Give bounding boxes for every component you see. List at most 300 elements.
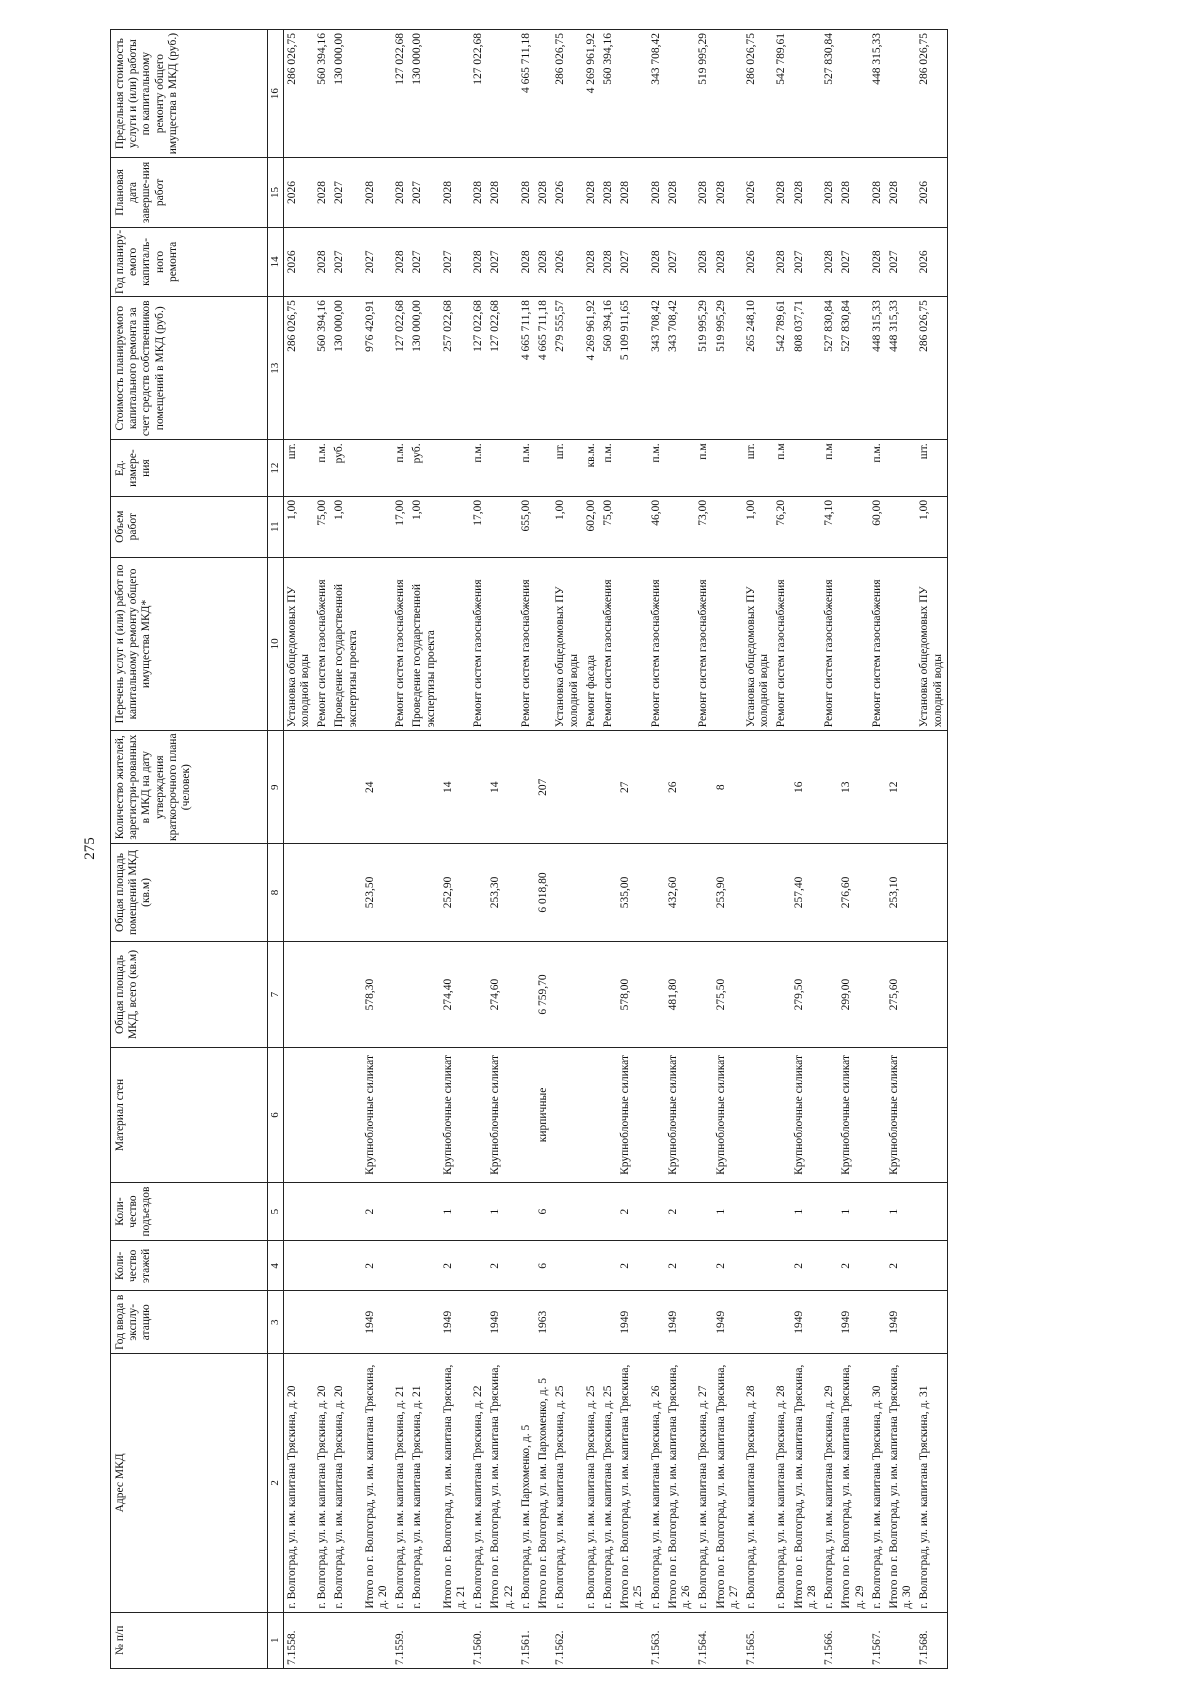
premises-area-cell — [916, 844, 947, 942]
table-row — [869, 30, 886, 1669]
residents-cell — [600, 731, 617, 844]
cost-cell: 560 394,16 — [314, 297, 331, 440]
address-cell: г. Волгоград, ул. им. капитана Тряскина, д. 31 — [916, 1354, 947, 1612]
work-type-cell — [487, 557, 517, 731]
floors-cell — [648, 1241, 665, 1291]
work-type-cell: Ремонт систем газоснабжения — [392, 557, 409, 731]
work-type-cell — [535, 557, 552, 731]
premises-area-cell — [331, 844, 361, 942]
cost-cell: 279 555,57 — [552, 297, 582, 440]
floors-cell: 2 — [362, 1241, 392, 1291]
max-cost-cell — [487, 30, 517, 158]
residents-cell — [409, 731, 439, 844]
volume-cell: 1,00 — [916, 496, 947, 557]
wall-material-cell — [743, 1048, 773, 1183]
column-number: 8 — [268, 844, 284, 942]
table-row — [362, 30, 392, 1669]
volume-cell — [713, 496, 743, 557]
total-area-cell: 275,60 — [886, 941, 916, 1047]
entrances-cell: 1 — [838, 1182, 868, 1241]
wall-material-cell — [916, 1048, 947, 1183]
premises-area-cell: 276,60 — [838, 844, 868, 942]
entrances-cell — [743, 1182, 773, 1241]
unit-cell: п.м. — [518, 440, 535, 496]
unit-cell: руб. — [331, 440, 361, 496]
total-area-cell — [773, 941, 790, 1047]
completion-date-cell: 2028 — [362, 158, 392, 227]
year-built-cell: 1949 — [362, 1291, 392, 1354]
premises-area-cell — [583, 844, 600, 942]
work-type-cell: Проведение государственной экспертизы проекта — [409, 557, 439, 731]
floors-cell: 6 — [535, 1241, 552, 1291]
address-cell: Итого по г. Волгоград, ул. им. капитана Тряскина, д. 21 — [440, 1354, 470, 1612]
entrances-cell: 1 — [487, 1182, 517, 1241]
column-number: 13 — [268, 297, 284, 440]
table-row — [552, 30, 582, 1669]
completion-date-cell: 2028 — [821, 158, 838, 227]
row-number — [583, 1612, 600, 1668]
max-cost-cell: 519 995,29 — [695, 30, 712, 158]
volume-cell: 75,00 — [314, 496, 331, 557]
max-cost-cell: 127 022,68 — [470, 30, 487, 158]
max-cost-cell: 542 789,61 — [773, 30, 790, 158]
work-type-cell — [617, 557, 647, 731]
volume-cell: 46,00 — [648, 496, 665, 557]
unit-cell: шт. — [283, 440, 314, 496]
address-cell: Итого по г. Волгоград, ул. им. капитана Тряскина, д. 28 — [791, 1354, 821, 1612]
year-built-cell: 1949 — [617, 1291, 647, 1354]
entrances-cell: 1 — [791, 1182, 821, 1241]
cost-cell: 127 022,68 — [470, 297, 487, 440]
cost-cell: 130 000,00 — [331, 297, 361, 440]
total-area-cell — [283, 941, 314, 1047]
wall-material-cell: Крупноблочные силикат — [440, 1048, 470, 1183]
volume-cell: 1,00 — [409, 496, 439, 557]
table-row — [440, 30, 470, 1669]
max-cost-cell — [617, 30, 647, 158]
row-number: 7.1567. — [869, 1612, 886, 1668]
completion-date-cell: 2028 — [535, 158, 552, 227]
residents-cell — [773, 731, 790, 844]
row-number — [487, 1612, 517, 1668]
cost-cell: 976 420,91 — [362, 297, 392, 440]
row-number — [838, 1612, 868, 1668]
row-number — [600, 1612, 617, 1668]
volume-cell: 1,00 — [331, 496, 361, 557]
total-area-cell: 299,00 — [838, 941, 868, 1047]
entrances-cell — [821, 1182, 838, 1241]
floors-cell — [331, 1241, 361, 1291]
cost-cell: 4 665 711,18 — [518, 297, 535, 440]
column-number: 1 — [268, 1612, 284, 1668]
floors-cell — [392, 1241, 409, 1291]
floors-cell — [283, 1241, 314, 1291]
address-cell: г. Волгоград, ул. им. капитана Тряскина, д. 25 — [583, 1354, 600, 1612]
work-type-cell — [886, 557, 916, 731]
residents-cell — [583, 731, 600, 844]
unit-cell — [791, 440, 821, 496]
unit-cell: п.м — [773, 440, 790, 496]
address-cell: г. Волгоград, ул. им. капитана Тряскина, д. 30 — [869, 1354, 886, 1612]
entrances-cell — [600, 1182, 617, 1241]
total-area-cell — [583, 941, 600, 1047]
work-type-cell: Установка общедомовых ПУ холодной воды — [283, 557, 314, 731]
year-built-cell: 1949 — [791, 1291, 821, 1354]
premises-area-cell — [869, 844, 886, 942]
cost-cell: 4 665 711,18 — [535, 297, 552, 440]
table-row — [535, 30, 552, 1669]
table-row — [665, 30, 695, 1669]
premises-area-cell — [695, 844, 712, 942]
premises-area-cell — [648, 844, 665, 942]
row-number: 7.1565. — [743, 1612, 773, 1668]
wall-material-cell — [552, 1048, 582, 1183]
address-cell: Итого по г. Волгоград, ул. им. капитана Тряскина, д. 30 — [886, 1354, 916, 1612]
wall-material-cell: Крупноблочные силикат — [487, 1048, 517, 1183]
year-built-cell — [470, 1291, 487, 1354]
volume-cell: 1,00 — [552, 496, 582, 557]
unit-cell — [713, 440, 743, 496]
row-number: 7.1559. — [392, 1612, 409, 1668]
table-row — [617, 30, 647, 1669]
table-row — [331, 30, 361, 1669]
unit-cell: п.м. — [648, 440, 665, 496]
floors-cell — [600, 1241, 617, 1291]
completion-date-cell: 2028 — [314, 158, 331, 227]
column-number: 10 — [268, 557, 284, 731]
year-built-cell: 1949 — [440, 1291, 470, 1354]
floors-cell: 2 — [487, 1241, 517, 1291]
table-row — [791, 30, 821, 1669]
planned-year-cell: 2026 — [916, 227, 947, 296]
year-built-cell: 1949 — [487, 1291, 517, 1354]
residents-cell — [869, 731, 886, 844]
entrances-cell — [916, 1182, 947, 1241]
year-built-cell — [518, 1291, 535, 1354]
year-built-cell — [409, 1291, 439, 1354]
residents-cell — [283, 731, 314, 844]
address-cell: Итого по г. Волгоград, ул. им. капитана Тряскина, д. 26 — [665, 1354, 695, 1612]
planned-year-cell: 2027 — [617, 227, 647, 296]
completion-date-cell: 2028 — [600, 158, 617, 227]
planned-year-cell: 2026 — [743, 227, 773, 296]
floors-cell — [773, 1241, 790, 1291]
premises-area-cell: 257,40 — [791, 844, 821, 942]
column-header: Количество жителей, зарегистри-рованных в МКД на дату утверждения краткосрочного плана (человек) — [111, 731, 268, 844]
residents-cell — [314, 731, 331, 844]
residents-cell — [470, 731, 487, 844]
cost-cell: 527 830,84 — [838, 297, 868, 440]
floors-cell: 2 — [665, 1241, 695, 1291]
year-built-cell — [583, 1291, 600, 1354]
volume-cell — [838, 496, 868, 557]
total-area-cell — [821, 941, 838, 1047]
wall-material-cell: Крупноблочные силикат — [838, 1048, 868, 1183]
entrances-cell — [695, 1182, 712, 1241]
planned-year-cell: 2028 — [518, 227, 535, 296]
column-header: Материал стен — [111, 1048, 268, 1183]
work-type-cell — [791, 557, 821, 731]
planned-year-cell: 2028 — [392, 227, 409, 296]
total-area-cell — [869, 941, 886, 1047]
year-built-cell — [773, 1291, 790, 1354]
table-row — [695, 30, 712, 1669]
premises-area-cell: 535,00 — [617, 844, 647, 942]
total-area-cell — [392, 941, 409, 1047]
row-number — [535, 1612, 552, 1668]
entrances-cell: 1 — [713, 1182, 743, 1241]
wall-material-cell — [409, 1048, 439, 1183]
column-header: Год планиру-емого капиталь-ного ремонта — [111, 227, 268, 296]
max-cost-cell — [886, 30, 916, 158]
completion-date-cell: 2028 — [617, 158, 647, 227]
entrances-cell — [283, 1182, 314, 1241]
unit-cell: шт. — [743, 440, 773, 496]
unit-cell — [617, 440, 647, 496]
entrances-cell — [648, 1182, 665, 1241]
total-area-cell: 578,30 — [362, 941, 392, 1047]
column-number: 14 — [268, 227, 284, 296]
planned-year-cell: 2028 — [713, 227, 743, 296]
entrances-cell — [314, 1182, 331, 1241]
completion-date-cell: 2028 — [869, 158, 886, 227]
address-cell: Итого по г. Волгоград, ул. им. капитана Тряскина, д. 22 — [487, 1354, 517, 1612]
completion-date-cell: 2026 — [743, 158, 773, 227]
row-number — [440, 1612, 470, 1668]
completion-date-cell: 2028 — [392, 158, 409, 227]
planned-year-cell: 2028 — [648, 227, 665, 296]
total-area-cell — [600, 941, 617, 1047]
entrances-cell: 6 — [535, 1182, 552, 1241]
address-cell: г. Волгоград, ул. им. капитана Тряскина, д. 21 — [409, 1354, 439, 1612]
cost-cell: 4 269 961,92 — [583, 297, 600, 440]
cost-cell: 5 109 911,65 — [617, 297, 647, 440]
table-row — [583, 30, 600, 1669]
column-number: 15 — [268, 158, 284, 227]
unit-cell: руб. — [409, 440, 439, 496]
planned-year-cell: 2026 — [283, 227, 314, 296]
total-area-cell — [552, 941, 582, 1047]
cost-cell: 127 022,68 — [392, 297, 409, 440]
completion-date-cell: 2028 — [665, 158, 695, 227]
entrances-cell — [869, 1182, 886, 1241]
residents-cell — [392, 731, 409, 844]
row-number — [886, 1612, 916, 1668]
work-type-cell: Ремонт систем газоснабжения — [869, 557, 886, 731]
volume-cell: 17,00 — [470, 496, 487, 557]
year-built-cell — [648, 1291, 665, 1354]
cost-cell: 286 026,75 — [283, 297, 314, 440]
max-cost-cell: 4 665 711,18 — [518, 30, 535, 158]
address-cell: Итого по г. Волгоград, ул. им. капитана Тряскина, д. 27 — [713, 1354, 743, 1612]
residents-cell: 26 — [665, 731, 695, 844]
table-row — [283, 30, 314, 1669]
wall-material-cell — [869, 1048, 886, 1183]
residents-cell: 13 — [838, 731, 868, 844]
work-type-cell: Ремонт систем газоснабжения — [518, 557, 535, 731]
premises-area-cell — [821, 844, 838, 942]
planned-year-cell: 2028 — [535, 227, 552, 296]
cost-cell: 343 708,42 — [665, 297, 695, 440]
completion-date-cell: 2028 — [791, 158, 821, 227]
row-number: 7.1560. — [470, 1612, 487, 1668]
floors-cell: 2 — [617, 1241, 647, 1291]
year-built-cell — [392, 1291, 409, 1354]
table-row — [713, 30, 743, 1669]
floors-cell — [743, 1241, 773, 1291]
total-area-cell — [470, 941, 487, 1047]
work-type-cell: Ремонт систем газоснабжения — [600, 557, 617, 731]
row-number — [409, 1612, 439, 1668]
table-row — [487, 30, 517, 1669]
volume-cell — [362, 496, 392, 557]
column-header: Объем работ — [111, 496, 268, 557]
residents-cell: 27 — [617, 731, 647, 844]
volume-cell: 60,00 — [869, 496, 886, 557]
residents-cell: 14 — [487, 731, 517, 844]
column-number: 11 — [268, 496, 284, 557]
work-type-cell: Ремонт систем газоснабжения — [695, 557, 712, 731]
work-type-cell: Ремонт фасада — [583, 557, 600, 731]
planned-year-cell: 2027 — [487, 227, 517, 296]
unit-cell — [487, 440, 517, 496]
volume-cell: 74,10 — [821, 496, 838, 557]
residents-cell — [916, 731, 947, 844]
volume-cell: 655,00 — [518, 496, 535, 557]
premises-area-cell — [743, 844, 773, 942]
unit-cell — [665, 440, 695, 496]
year-built-cell — [283, 1291, 314, 1354]
unit-cell: шт. — [916, 440, 947, 496]
max-cost-cell — [838, 30, 868, 158]
completion-date-cell: 2026 — [916, 158, 947, 227]
column-header: Год ввода в эксплу-атацию — [111, 1291, 268, 1354]
floors-cell — [916, 1241, 947, 1291]
volume-cell: 1,00 — [743, 496, 773, 557]
wall-material-cell: кирпичные — [535, 1048, 552, 1183]
floors-cell: 2 — [886, 1241, 916, 1291]
column-header: Ед. измере-ния — [111, 440, 268, 496]
entrances-cell — [470, 1182, 487, 1241]
planned-year-cell: 2028 — [821, 227, 838, 296]
row-number — [713, 1612, 743, 1668]
table-row — [886, 30, 916, 1669]
unit-cell: п.м — [695, 440, 712, 496]
floors-cell — [869, 1241, 886, 1291]
volume-cell — [440, 496, 470, 557]
max-cost-cell: 127 022,68 — [392, 30, 409, 158]
planned-year-cell: 2028 — [314, 227, 331, 296]
floors-cell: 2 — [713, 1241, 743, 1291]
entrances-cell — [409, 1182, 439, 1241]
unit-cell: п.м. — [869, 440, 886, 496]
cost-cell: 542 789,61 — [773, 297, 790, 440]
entrances-cell: 2 — [362, 1182, 392, 1241]
column-header: Плановая дата заверше-ния работ — [111, 158, 268, 227]
completion-date-cell: 2028 — [487, 158, 517, 227]
volume-cell — [617, 496, 647, 557]
unit-cell: п.м. — [314, 440, 331, 496]
year-built-cell — [869, 1291, 886, 1354]
floors-cell — [470, 1241, 487, 1291]
table-row — [916, 30, 947, 1669]
year-built-cell — [821, 1291, 838, 1354]
row-number: 7.1562. — [552, 1612, 582, 1668]
column-header: Стоимость планируемого капитального ремонта за счет средств собственников помещений в МКД (руб.) — [111, 297, 268, 440]
premises-area-cell — [600, 844, 617, 942]
planned-year-cell: 2027 — [886, 227, 916, 296]
max-cost-cell — [665, 30, 695, 158]
table-header-row — [111, 30, 268, 1669]
table-row — [743, 30, 773, 1669]
column-header: Коли-чество этажей — [111, 1241, 268, 1291]
table-body — [283, 30, 947, 1669]
cost-cell: 130 000,00 — [409, 297, 439, 440]
floors-cell: 2 — [791, 1241, 821, 1291]
max-cost-cell — [713, 30, 743, 158]
volume-cell: 75,00 — [600, 496, 617, 557]
column-number: 7 — [268, 941, 284, 1047]
premises-area-cell: 6 018,80 — [535, 844, 552, 942]
premises-area-cell — [518, 844, 535, 942]
planned-year-cell: 2027 — [440, 227, 470, 296]
cost-cell: 519 995,29 — [713, 297, 743, 440]
column-header: Коли-чество подъездов — [111, 1182, 268, 1241]
volume-cell: 17,00 — [392, 496, 409, 557]
completion-date-cell: 2027 — [331, 158, 361, 227]
max-cost-cell — [535, 30, 552, 158]
address-cell: г. Волгоград, ул. им. капитана Тряскина, д. 20 — [331, 1354, 361, 1612]
unit-cell: п.м. — [392, 440, 409, 496]
year-built-cell — [695, 1291, 712, 1354]
cost-cell: 257 022,68 — [440, 297, 470, 440]
entrances-cell — [331, 1182, 361, 1241]
completion-date-cell: 2028 — [886, 158, 916, 227]
floors-cell: 2 — [440, 1241, 470, 1291]
work-type-cell — [838, 557, 868, 731]
address-cell: г. Волгоград, ул. им. капитана Тряскина, д. 20 — [283, 1354, 314, 1612]
row-number — [314, 1612, 331, 1668]
entrances-cell: 1 — [440, 1182, 470, 1241]
wall-material-cell — [773, 1048, 790, 1183]
completion-date-cell: 2028 — [648, 158, 665, 227]
floors-cell — [409, 1241, 439, 1291]
table-row — [838, 30, 868, 1669]
max-cost-cell: 130 000,00 — [331, 30, 361, 158]
year-built-cell — [552, 1291, 582, 1354]
column-number: 2 — [268, 1354, 284, 1612]
wall-material-cell: Крупноблочные силикат — [617, 1048, 647, 1183]
residents-cell: 16 — [791, 731, 821, 844]
address-cell: г. Волгоград, ул. им. Пархоменко, д. 5 — [518, 1354, 535, 1612]
premises-area-cell: 253,10 — [886, 844, 916, 942]
column-header: № п/п — [111, 1612, 268, 1668]
premises-area-cell — [314, 844, 331, 942]
table-row — [518, 30, 535, 1669]
completion-date-cell: 2028 — [713, 158, 743, 227]
max-cost-cell: 4 269 961,92 — [583, 30, 600, 158]
premises-area-cell — [470, 844, 487, 942]
address-cell: Итого по г. Волгоград, ул. им. капитана Тряскина, д. 29 — [838, 1354, 868, 1612]
row-number: 7.1564. — [695, 1612, 712, 1668]
total-area-cell: 275,50 — [713, 941, 743, 1047]
premises-area-cell — [409, 844, 439, 942]
unit-cell: п.м. — [470, 440, 487, 496]
column-header: Адрес МКД — [111, 1354, 268, 1612]
work-type-cell — [440, 557, 470, 731]
completion-date-cell: 2028 — [583, 158, 600, 227]
residents-cell: 12 — [886, 731, 916, 844]
